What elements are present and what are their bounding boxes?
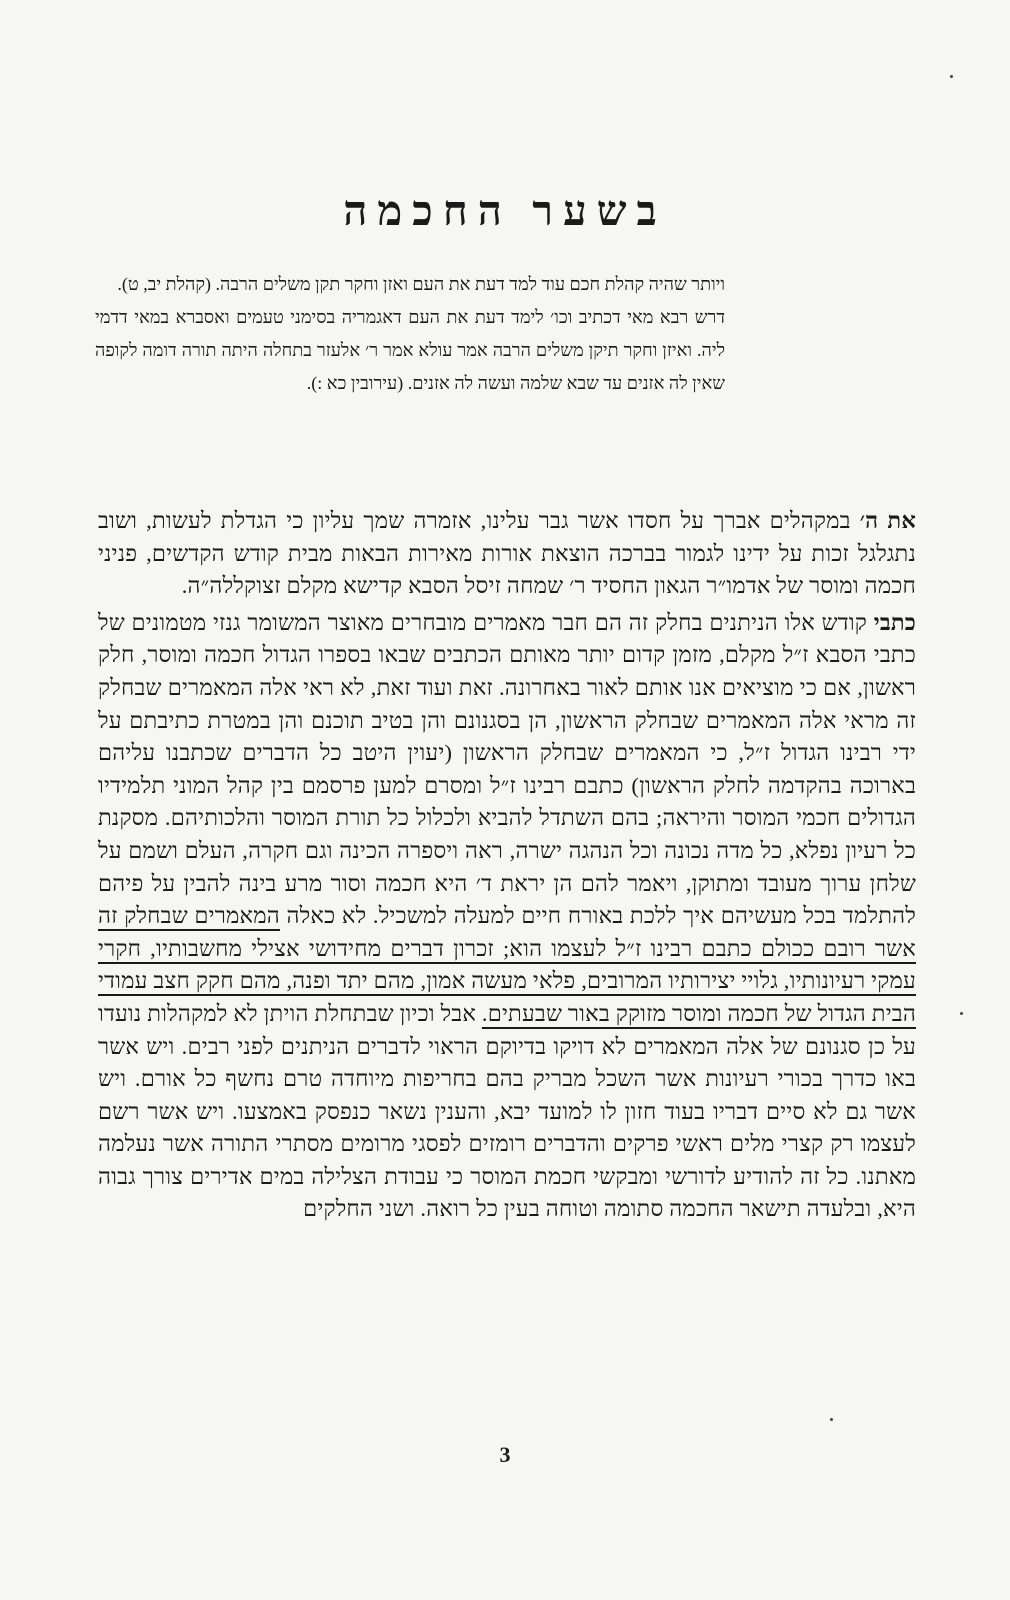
scan-speck xyxy=(950,75,953,78)
epigraph-commentary: דרש רבא מאי דכתיב וכו׳ לימד דעת את העם דאגמריה בסימני טעמים ואסברא במאי דדמי ליה. ואיזן וחקר תיקן משלים הרבה אמר עולא אמר ר׳ אלעזר בתחלה היתה תורה דומה לקופה שאין לה אזנים עד שבא שלמה ועשה לה אזנים. (עירובין כא :). xyxy=(95,307,725,393)
paragraph-1-lead: את ה׳ xyxy=(859,508,916,533)
paragraph-2-text-after: אבל וכיון שבתחלת הויתן לא למקהלות נועדו על כן סגנונם של אלה המאמרים לא דויקו בדיוקם הראוי לדברים הניתנים לפני רבים. ויש אשר באו כדרך בכורי רעיונות אשר השכל מבריק בהם בחריפות מיוחדה טרם נחשף כל אורם. ויש אשר גם לא סיים דבריו בעוד חזון לו למועד יבא, והענין נשאר כנפסק באמצעו. ויש אשר רשם לעצמו רק קצרי מלים ראשי פרקים והדברים רומזים לפסגי מרומים מסתרי התורה אשר נעלמה מאתנו. כל זה להודיע לדורשי ומבקשי חכמת המוסר כי עבודת הצלילה במים אדירים צורך גבוה היא, ובלעדה תישאר החכמה סתומה וטוחה בעין כל רואה. ושני החלקים xyxy=(98,1000,916,1222)
paragraph-2-text-before: קודש אלו הניתנים בחלק זה הם חבר מאמרים מובחרים מאוצר המשומר גנזי מטמונים של כתבי הסבא ז״ל מקלם, מזמן קדום יותר מאותם הכתבים שבאו בספרו הגדול חכמה ומוסר, חלק ראשון, אם כי מוציאים אנו אותם לאור באחרונה. זאת ועוד זאת, לא ראי אלה המאמרים שבחלק זה מראי אלה המאמרים שבחלק הראשון, הן בסגנונם והן בטיב תוכנם והן במטרת כתיבתם על ידי רבינו הגדול ז״ל, כי המאמרים שבחלק הראשון (יעוין היטב כל הדברים שכתבנו עליהם בארוכה בהקדמה לחלק הראשון) כתבם רבינו ז״ל ומסרם למען פרסמם בין קהל המוני תלמידיו הגדולים חכמי המוסר והיראה; בהם השתדל להביא ולכלול כל תורת המוסר והלכותיהם. מסקנת כל רעיון נפלא, כל מדה נכונה וכל הנהגה ישרה, ראה ויספרה הכינה וגם חקרה, העלם ושמם על שלחן ערוך מעובד ומתוקן, ויאמר להם הן יראת ד׳ היא חכמה וסור מרע בינה להבין על פיהם להתלמד בכל מעשיהם איך ללכת באורח חיים למעלה למשכיל. לא כאלה xyxy=(98,609,916,929)
epigraph-verse: ויותר שהיה קהלת חכם עוד למד דעת את העם ואזן וחקר תקן משלים הרבה. (קהלת יב, ט). xyxy=(117,274,725,294)
paragraph-2-lead: כתבי xyxy=(873,609,916,635)
scan-speck xyxy=(960,1012,963,1015)
page-title: בשער החכמה xyxy=(343,189,667,235)
paragraph-1-text: במקהלים אברך על חסדו אשר גבר עלינו, אזמרה שמך עליון כי הגדלת לעשות, ושוב נתגלגל זכות על ידינו לגמור בברכה הוצאת אורות מאירות הבאות מבית קודש הקדשים, פניני חכמה ומוסר של אדמו״ר הגאון החסיד ר׳ שמחה זיסל הסבא קדישא מקלם זצוקללה״ה. xyxy=(98,508,916,599)
scan-speck xyxy=(830,1418,833,1421)
page-number: 3 xyxy=(499,1442,511,1467)
body-text xyxy=(98,505,916,1230)
epigraph xyxy=(95,268,725,400)
underlined-passage: המאמרים שבחלק זה אשר רובם ככולם כתבם רבינו ז״ל לעצמו הוא; זכרון דברים מחידושי אצילי מחשבותיו, חקרי עמקי רעיונותיו, גלויי יצירותיו המרובים, פלאי מעשה אמון, מהם יתד ופנה, מהם חקק חצב עמודי הבית הגדול של חכמה ומוסר מזוקק באור שבעתים. xyxy=(98,903,916,1026)
paragraph-1 xyxy=(98,505,916,603)
paragraph-2 xyxy=(98,607,916,1226)
